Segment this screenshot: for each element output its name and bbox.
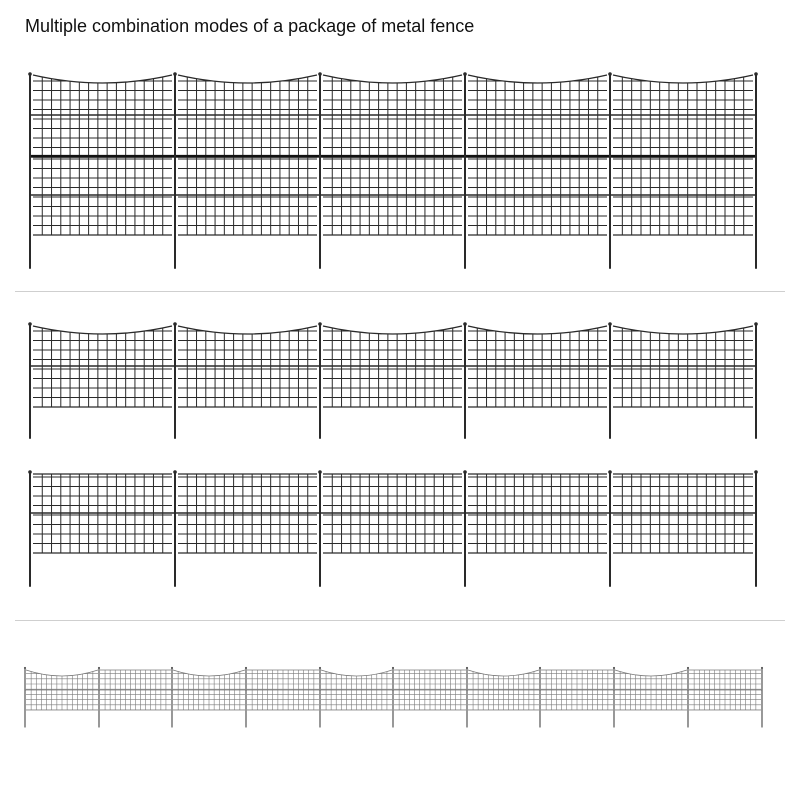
fence-row-alternating — [24, 667, 763, 727]
alt-post-cap-8 — [539, 667, 541, 669]
rect-post-cap-5 — [608, 470, 612, 474]
stacked-post-cap-5 — [608, 72, 612, 76]
rect-post-cap-4 — [463, 470, 467, 474]
alt-panel-10 — [689, 668, 761, 710]
arched-post-cap-6 — [754, 322, 758, 326]
alt-post-cap-11 — [761, 667, 763, 669]
rect-post-cap-6 — [754, 470, 758, 474]
rect-post-cap-3 — [318, 470, 322, 474]
alt-panel-6 — [394, 668, 466, 710]
alt-post-cap-1 — [24, 667, 26, 669]
stacked-post-cap-3 — [318, 72, 322, 76]
stacked-post-cap-2 — [173, 72, 177, 76]
rect-post-cap-2 — [173, 470, 177, 474]
stacked-post-cap-6 — [754, 72, 758, 76]
alt-post-cap-10 — [687, 667, 689, 669]
page-title: Multiple combination modes of a package of metal fence — [25, 16, 475, 36]
arched-post-cap-4 — [463, 322, 467, 326]
alt-post-cap-9 — [613, 667, 615, 669]
arched-post-cap-1 — [28, 322, 32, 326]
alt-panel-1 — [26, 668, 98, 710]
alt-panel-3 — [173, 668, 245, 710]
alt-panel-8 — [541, 668, 613, 710]
stacked-post-cap-1 — [28, 72, 32, 76]
alt-panel-2 — [100, 668, 171, 710]
alt-post-cap-7 — [466, 667, 468, 669]
alt-panel-4 — [247, 668, 319, 710]
alt-panel-9 — [615, 668, 687, 710]
alt-post-cap-2 — [98, 667, 100, 669]
alt-panel-5 — [321, 668, 392, 710]
alt-post-cap-6 — [392, 667, 394, 669]
arched-post-cap-3 — [318, 322, 322, 326]
stacked-post-cap-4 — [463, 72, 467, 76]
alt-post-cap-3 — [171, 667, 173, 669]
alt-panel-7 — [468, 668, 539, 710]
arched-post-cap-2 — [173, 322, 177, 326]
alt-post-cap-5 — [319, 667, 321, 669]
fence-row-arched — [28, 322, 758, 438]
fence-row-stacked — [28, 72, 758, 268]
rect-post-cap-1 — [28, 470, 32, 474]
fence-row-rectangular — [28, 470, 758, 586]
arched-post-cap-5 — [608, 322, 612, 326]
alt-post-cap-4 — [245, 667, 247, 669]
